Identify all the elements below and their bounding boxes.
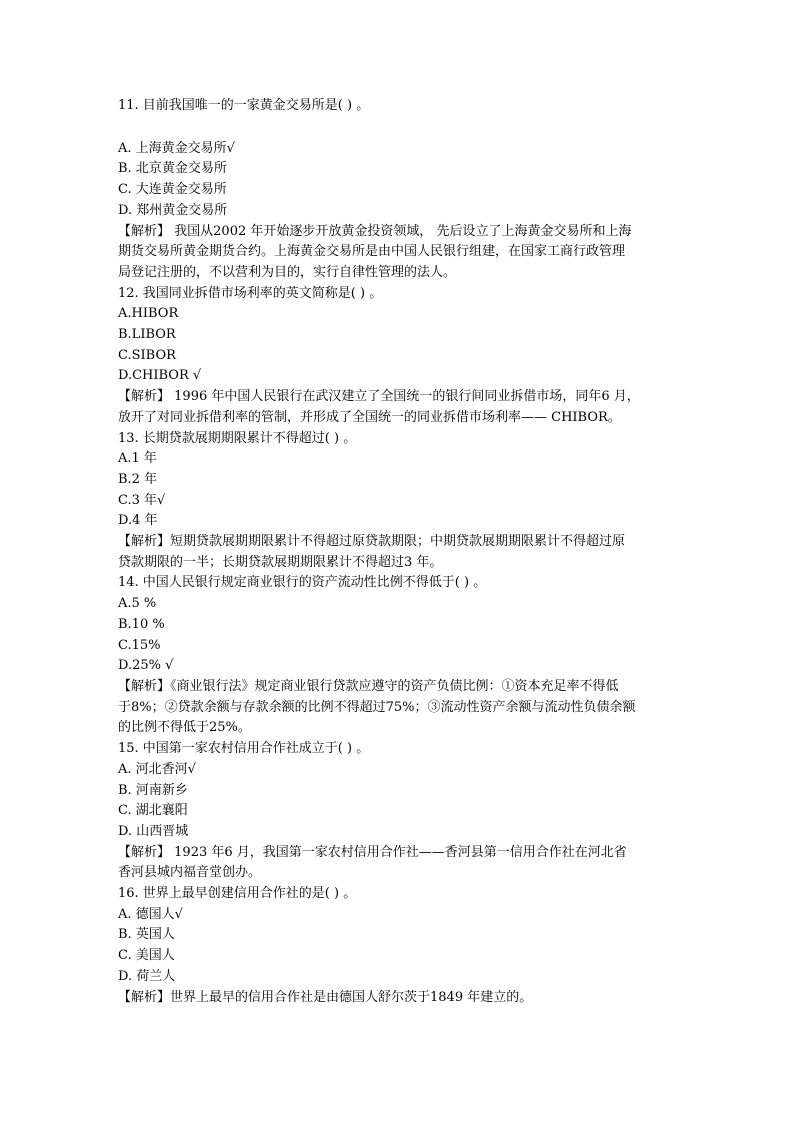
option-c: C.3 年√: [118, 492, 166, 508]
option-a: A.5 %: [118, 596, 157, 612]
explanation-label: 【解析】: [118, 534, 171, 550]
option-c: C. 湖北襄阳: [118, 803, 188, 819]
explanation: [118, 843, 678, 864]
option-a: A.HIBOR: [118, 306, 179, 322]
explanation-line: 期货交易所黄金期货合约。上海黄金交易所是由中国人民银行组建，在国家工商行政管理: [118, 244, 626, 260]
explanation-label: 【解析】: [118, 223, 171, 239]
question-title: 12. 我国同业拆借市场利率的英文简称是( ) 。: [118, 285, 383, 301]
option-b: B.2 年: [118, 471, 158, 487]
explanation-text: 我国从2002 年开始逐步开放黄金投资领域， 先后设立了上海黄金交易所和上海: [170, 223, 632, 239]
blank-gap: [118, 117, 678, 139]
explanation-label: 【解析】: [118, 989, 171, 1005]
explanation-text: 短期贷款展期期限累计不得超过原贷款期限；中期贷款展期期限累计不得超过原: [170, 534, 626, 550]
explanation: [118, 677, 678, 698]
option-c: C.15%: [118, 637, 161, 653]
explanation-line: 香河县城内福音堂创办。: [118, 865, 262, 881]
explanation-line: 于8%；②贷款余额与存款余额的比例不得超过75%；③流动性资产余额与流动性负债余额: [118, 699, 636, 715]
explanation: [118, 387, 678, 408]
explanation-text: 1923 年6 月，我国第一家农村信用合作社——香河县第一信用合作社在河北省: [170, 844, 627, 860]
option-d: D. 荷兰人: [118, 968, 176, 984]
option-b: B. 北京黄金交易所: [118, 161, 227, 177]
explanation-text: 1996 年中国人民银行在武汉建立了全国统一的银行间同业拆借市场，同年6 月，: [170, 389, 640, 405]
explanation-line: 局登记注册的，不以营利为目的，实行自律性管理的法人。: [118, 264, 457, 280]
question-title: 13. 长期贷款展期期限累计不得超过( ) 。: [118, 430, 357, 446]
option-a: A. 河北香河√: [118, 761, 196, 777]
question-title: 14. 中国人民银行规定商业银行的资产流动性比例不得低于( ) 。: [118, 575, 487, 591]
option-c: C. 美国人: [118, 948, 175, 964]
explanation-line: 放开了对同业拆借利率的管制，并形成了全国统一的同业拆借市场利率—— CHIBOR。: [118, 409, 621, 425]
explanation-label: 【解析】: [118, 678, 171, 694]
explanation-text: 《商业银行法》规定商业银行贷款应遵守的资产负债比例：①资本充足率不得低: [170, 678, 619, 694]
question-title: 11. 目前我国唯一的一家黄金交易所是( ) 。: [118, 98, 370, 113]
explanation-line: 的比例不得低于25%。: [118, 720, 251, 736]
explanation-label: 【解析】: [118, 389, 171, 405]
option-d: D. 山西晋城: [118, 823, 189, 839]
option-d: D.4 年: [118, 513, 158, 529]
question-title: 15. 中国第一家农村信用合作社成立于( ) 。: [118, 741, 370, 757]
explanation: [118, 222, 678, 243]
option-c: C.SIBOR: [118, 347, 176, 363]
option-a: A.1 年: [118, 451, 157, 467]
explanation-label: 【解析】: [118, 844, 171, 860]
option-d: D. 郑州黄金交易所: [118, 202, 228, 218]
explanation-text: 世界上最早的信用合作社是由德国人舒尔茨于1849 年建立的。: [170, 989, 533, 1005]
option-b: B.LIBOR: [118, 327, 176, 343]
explanation: [118, 988, 678, 1009]
option-a: A. 上海黄金交易所√: [118, 140, 235, 156]
option-c: C. 大连黄金交易所: [118, 182, 227, 198]
option-b: B.10 %: [118, 616, 165, 632]
option-b: B. 河南新乡: [118, 782, 188, 798]
explanation-line: 贷款期限的一半；长期贷款展期期限累计不得超过3 年。: [118, 554, 443, 570]
option-b: B. 英国人: [118, 927, 175, 943]
option-d: D.25% √: [118, 658, 174, 674]
option-a: A. 德国人√: [118, 906, 183, 922]
question-title: 16. 世界上最早创建信用合作社的是( ) 。: [118, 886, 357, 902]
explanation: [118, 532, 678, 553]
document-page: [118, 96, 678, 1008]
option-d: D.CHIBOR √: [118, 368, 202, 384]
